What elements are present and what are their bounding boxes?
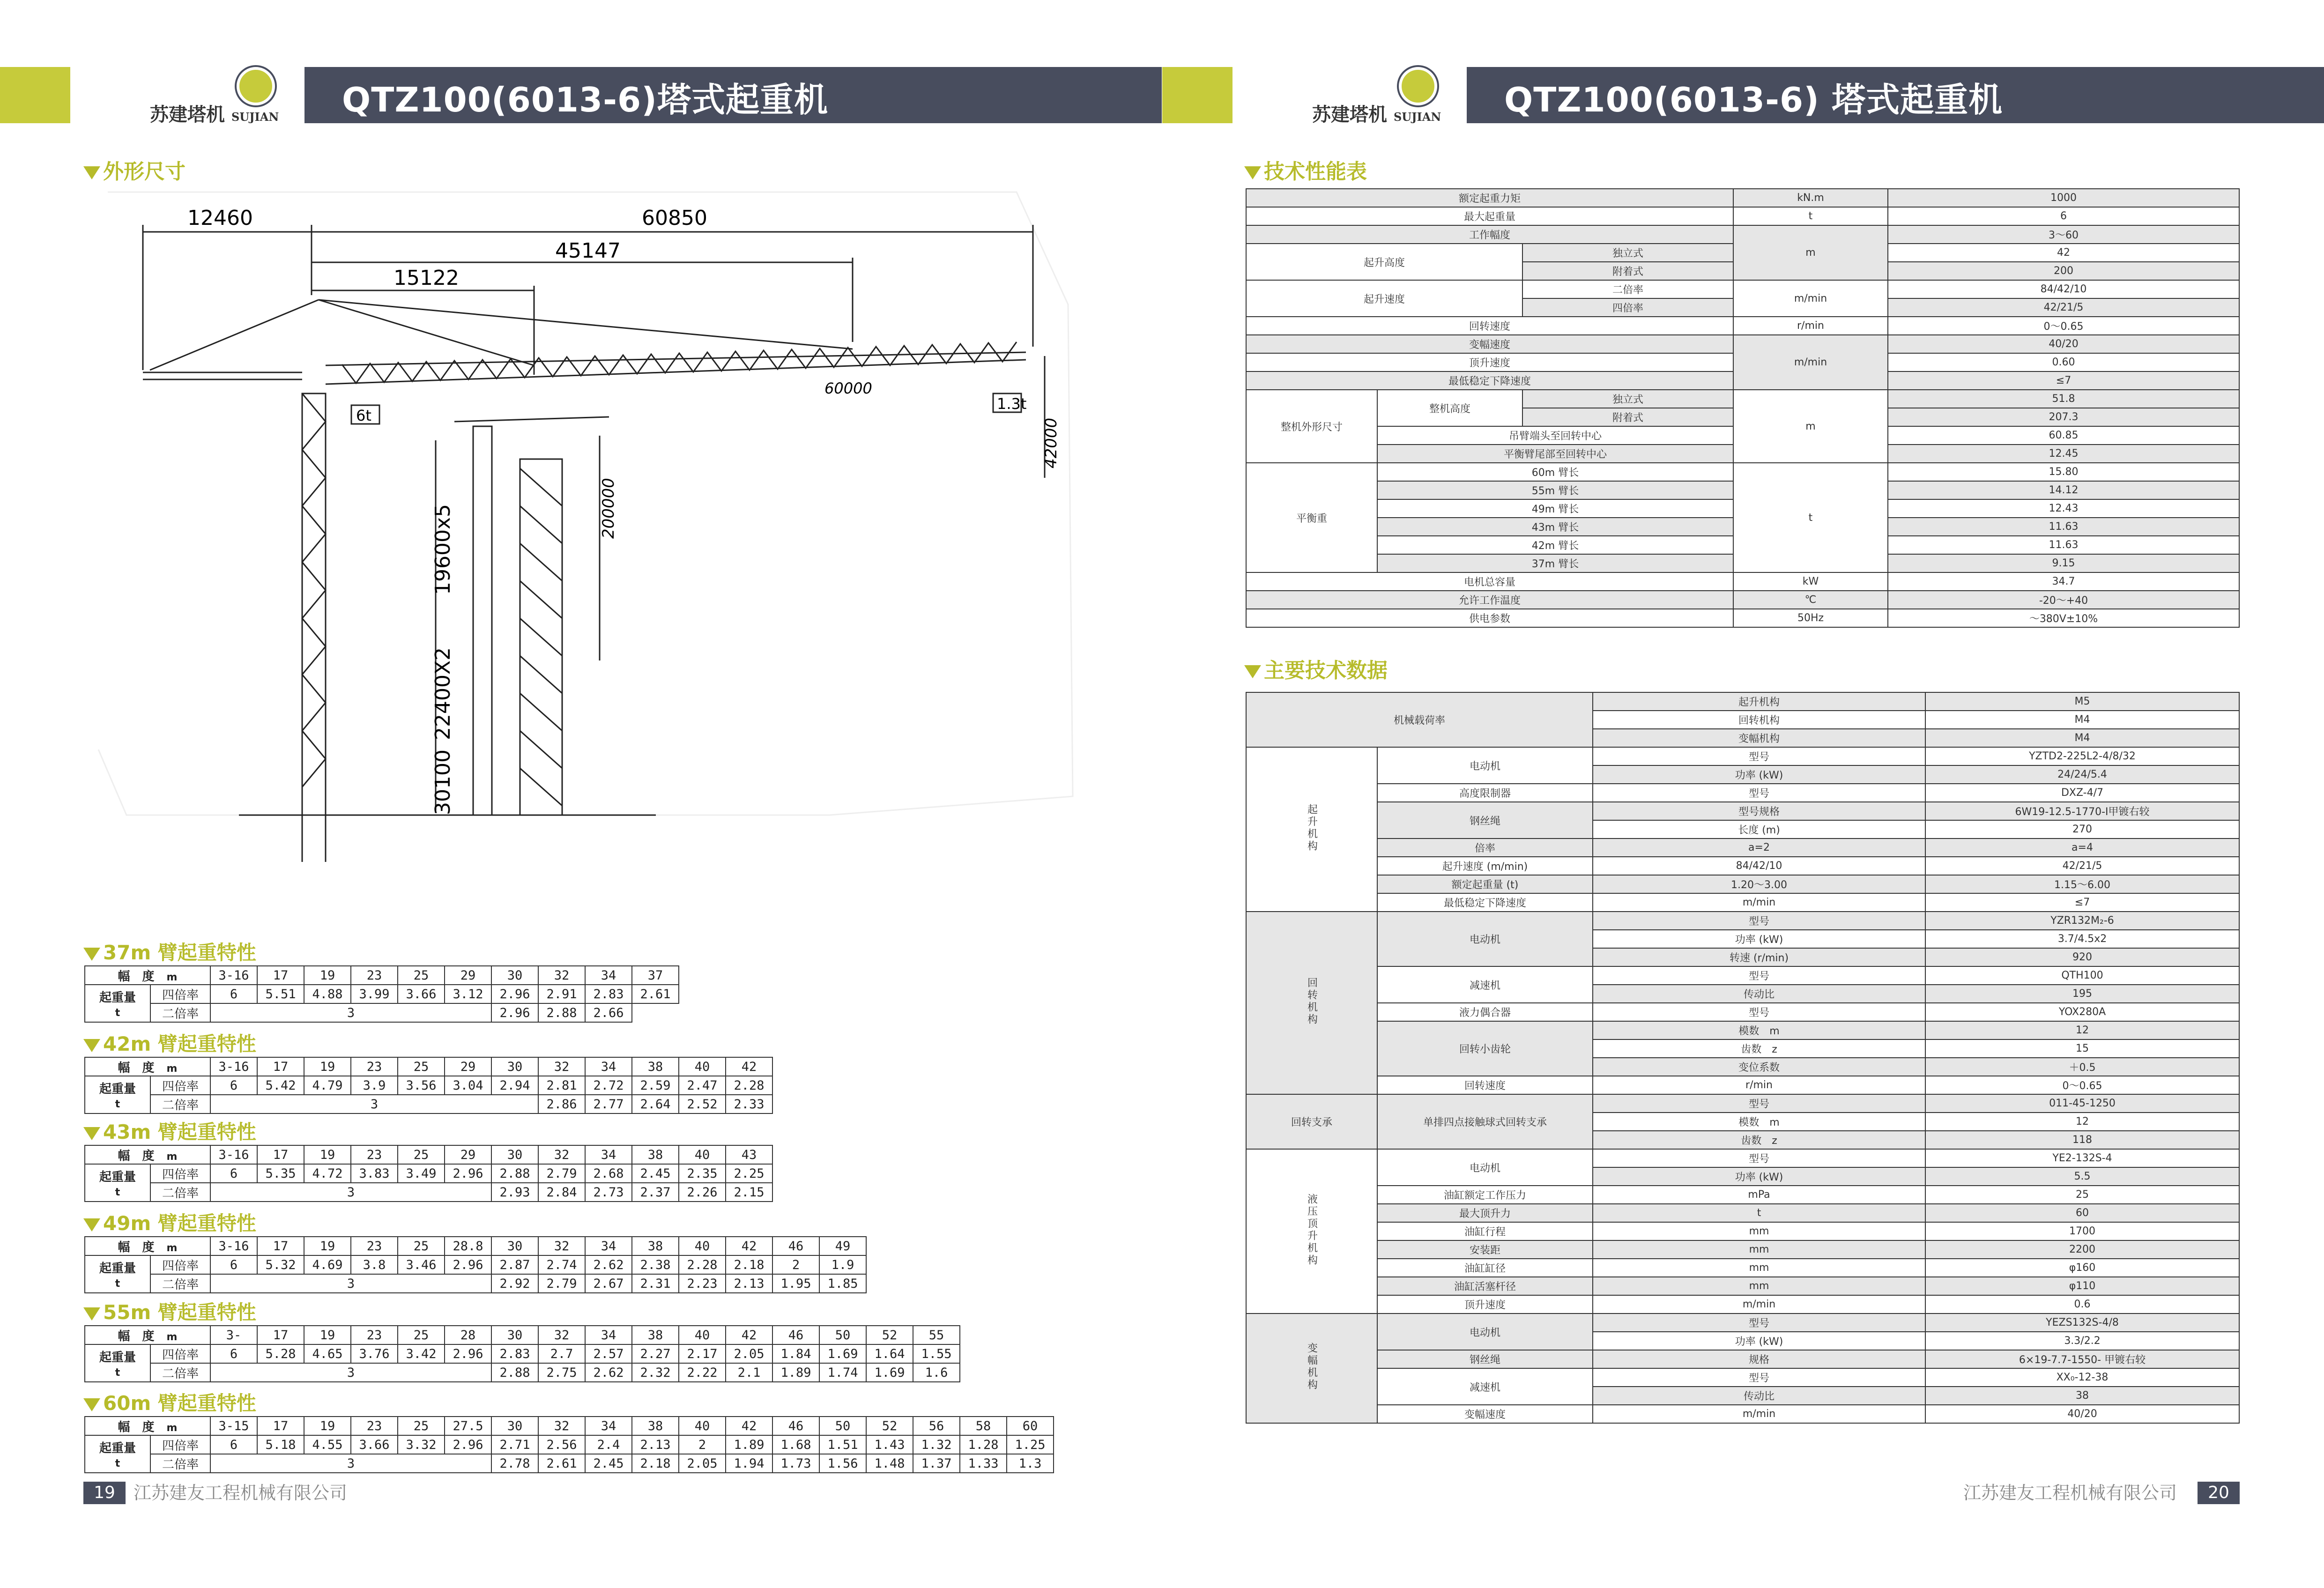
- company-name: 江苏建友工程机械有限公司: [134, 1483, 348, 1503]
- header-left: [0, 67, 1162, 126]
- load-table: 幅 度 m 3-16 17 19 23 25 29 30 32 34 38 40 43 起重量 t 四倍率 6 5.35 4.72 3.83 3.49 2.96 2.88 2.79 2.68 2.45 2.35 2.25 二倍率 3 2.93 2.84 2.73 2.37 2.26 2.15: [84, 1145, 773, 1202]
- page-title: QTZ100(6013-6)塔式起重机: [342, 80, 829, 119]
- dim-45147: 45147: [555, 239, 621, 263]
- dim-22400x2: 22400X2: [431, 647, 455, 740]
- triangle-icon: [1244, 665, 1261, 678]
- section-title-dims: 外形尺寸: [83, 155, 186, 185]
- page-number: 20: [2198, 1482, 2240, 1504]
- logo-text: 苏建塔机 SUJIAN: [1312, 104, 1441, 126]
- load-table-title: 49m 臂起重特性: [83, 1208, 256, 1236]
- dim-19600x5: 19600x5: [431, 504, 455, 595]
- load-table-title: 43m 臂起重特性: [83, 1117, 256, 1145]
- load-table: 幅 度 m 3- 17 19 23 25 28 30 32 34 38 40 42 46 50 52 55 起重量 t 四倍率 6 5.28 4.65 3.76 3.42 2.96 2.83 2.7 2.57 2.27 2.17 2.05 1.84 1.69 1.64 1.55 二倍率 3 2.88 2.75 2.62 2.32 2.22 2.1 1.89 1.74 1.69 1.6: [84, 1325, 960, 1382]
- triangle-icon: [83, 1039, 100, 1052]
- load-table: 幅 度 m 3-16 17 19 23 25 29 30 32 34 37 起重量 t 四倍率 6 5.51 4.88 3.99 3.66 3.12 2.96 2.91 2.83 2.61 二倍率 3 2.96 2.88 2.66: [84, 965, 679, 1023]
- triangle-icon: [83, 1218, 100, 1232]
- load-table-title: 37m 臂起重特性: [83, 937, 256, 965]
- perf-table: 额定起重力矩 kN.m 1000 最大起重量 t 6 工作幅度 m 3～60 起升高度 独立式 42 附着式 200 起升速度 二倍率 m/min 84/42/10 四倍率 42/21/5 回转速度 r/min 0～0.65 变幅速度 m/min 40/20 顶升速度 0.60 最低稳定下降速度 ≤7 整机外形尺寸 整机高度 独立式 m 51.8 附着式 207.3 吊臂端头至回转中心 60.85 平衡臂尾部至回转中心 12.45 平衡重 60m 臂长 t 15.80 55m 臂长 14.12 49m 臂长 12.43 43m 臂长 11.63 42m 臂长 11.63 37m 臂长 9.15 电机总容量 kW 34.7 允许工作温度 ℃ -20～+40 供电参数 50Hz ～380V±10%: [1246, 188, 2240, 628]
- dim-60850: 60850: [642, 206, 707, 230]
- dim-42000: 42000: [1042, 417, 1061, 468]
- dim-30100: 30100: [431, 749, 455, 815]
- section-title-main: 主要技术数据: [1244, 653, 1388, 683]
- page-number: 19: [83, 1482, 126, 1504]
- right-page: [1162, 0, 2324, 1588]
- load-6t: 6t: [356, 407, 371, 424]
- dim-15122: 15122: [394, 266, 459, 290]
- load-table: 幅 度 m 3-16 17 19 23 25 29 30 32 34 38 40 42 起重量 t 四倍率 6 5.42 4.79 3.9 3.56 3.04 2.94 2.81 2.72 2.59 2.47 2.28 二倍率 3 2.86 2.77 2.64 2.52 2.33: [84, 1057, 773, 1114]
- company-name: 江苏建友工程机械有限公司: [1963, 1483, 2177, 1503]
- triangle-icon: [83, 948, 100, 961]
- load-1-3t: 1.3t: [997, 395, 1027, 413]
- load-table-title: 60m 臂起重特性: [83, 1388, 256, 1416]
- page-title: QTZ100(6013-6) 塔式起重机: [1504, 80, 2003, 119]
- dim-12460: 12460: [187, 206, 253, 230]
- load-table-title: 55m 臂起重特性: [83, 1297, 256, 1325]
- triangle-icon: [83, 1127, 100, 1140]
- load-table: 幅 度 m 3-16 17 19 23 25 28.8 30 32 34 38 40 42 46 49 起重量 t 四倍率 6 5.32 4.69 3.8 3.46 2.96 2.87 2.74 2.62 2.38 2.28 2.18 2 1.9 二倍率 3 2.92 2.79 2.67 2.31 2.23 2.13 1.95 1.85: [84, 1236, 867, 1293]
- triangle-icon: [1244, 166, 1261, 179]
- main-data-table: 机械载荷率 起升机构 M5 回转机构 M4 变幅机构 M4 起升机构 电动机 型号 YZTD2-225L2-4/8/32 功率 (kW) 24/24/5.4 高度限制器 型号 DXZ-4/7 钢丝绳 型号规格 6W19-12.5-1770-Ⅰ甲镀右较 长度 (m) 270 倍率 a=2 a=4 起升速度 (m/min) 84/42/10 42/21/5 额定起重量 (t) 1.20～3.00 1.15～6.00 最低稳定下降速度 m/min ≤7 回转机构 电动机 型号 YZR132M₂-6 功率 (kW) 3.7/4.5x2 转速 (r/min) 920 减速机 型号 QTH100 传动比 195 液力偶合器 型号 YOX280A 回转小齿轮 模数 m 12 齿数 z 15 变位系数 ＋0.5 回转速度 r/min 0～0.65 回转支承 单排四点接触球式回转支承 型号 011-45-1250 模数 m 12 齿数 z 118 液压顶升机构 电动机 型号 YE2-132S-4 功率 (kW) 5.5 油缸额定工作压力 mPa 25 最大顶升力 t 60 油缸行程 mm 1700 安装距 mm 2200 油缸缸径 mm φ160 油缸活塞杆径 mm φ110 顶升速度 m/min 0.6 变幅机构 电动机 型号 YEZS132S-4/8 功率 (kW) 3.3/2.2 钢丝绳 规格 6×19-7.7-1550- 甲镀右较 减速机 型号 XX₀-12-38 传动比 38 变幅速度 m/min 40/20: [1246, 692, 2240, 1424]
- load-table: 幅 度 m 3-15 17 19 23 25 27.5 30 32 34 38 40 42 46 50 52 56 58 60 起重量 t 四倍率 6 5.18 4.55 3.66 3.32 2.96 2.71 2.56 2.4 2.13 2 1.89 1.68 1.51 1.43 1.32 1.28 1.25 二倍率 3 2.78 2.61 2.45 2.18 2.05 1.94 1.73 1.56 1.48 1.37 1.33 1.3: [84, 1416, 1054, 1473]
- triangle-icon: [83, 166, 100, 179]
- dim-60000: 60000: [824, 379, 872, 397]
- triangle-icon: [83, 1307, 100, 1321]
- header-right: [1162, 67, 2324, 126]
- dim-200000: 200000: [599, 478, 618, 539]
- logo-text: 苏建塔机 SUJIAN: [150, 104, 279, 126]
- section-title-perf: 技术性能表: [1244, 155, 1367, 185]
- load-table-title: 42m 臂起重特性: [83, 1029, 256, 1057]
- triangle-icon: [83, 1398, 100, 1411]
- crane-drawing: [80, 187, 1110, 862]
